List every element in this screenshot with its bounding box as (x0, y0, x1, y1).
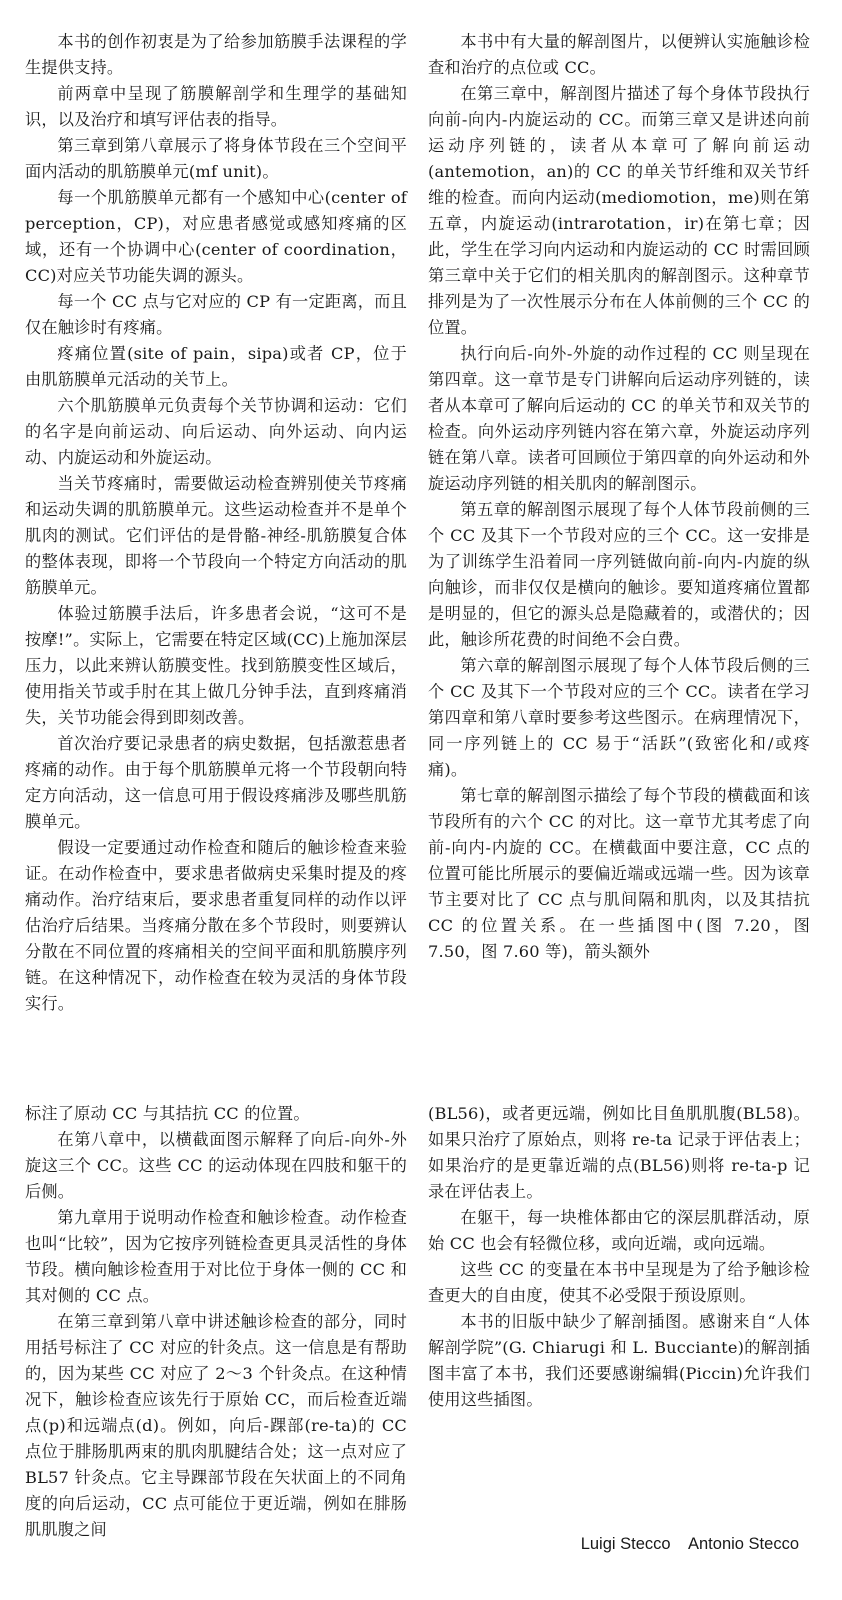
paragraph: 执行向后-向外-外旋的动作过程的 CC 则呈现在第四章。这一章节是专门讲解向后运动序列链的，读者从本章可了解向后运动的 CC 的单关节和双关节的检查。向外运动序列链内容在第六章，外旋运动序列链在第八章。读者可回顾位于第四章的向外运动和外旋运动序列链的相关肌肉的解剖图示。 (428, 344, 810, 493)
paragraph: 首次治疗要记录患者的病史数据，包括激惹患者疼痛的动作。由于每个肌筋膜单元将一个节段朝向特定方向活动，这一信息可用于假设疼痛涉及哪些肌筋膜单元。 (25, 734, 407, 831)
paragraph: 本书中有大量的解剖图片，以便辨认实施触诊检查和治疗的点位或 CC。 (428, 32, 810, 77)
column-bottom-left (25, 1101, 407, 1543)
paragraph: 第九章用于说明动作检查和触诊检查。动作检查也叫“比较”，因为它按序列链检查更具灵活性的身体节段。横向触诊检查用于对比位于身体一侧的 CC 和其对侧的 CC 点。 (25, 1208, 407, 1305)
paragraph: 前两章中呈现了筋膜解剖学和生理学的基础知识，以及治疗和填写评估表的指导。 (25, 84, 407, 129)
paragraph: 这些 CC 的变量在本书中呈现是为了给予触诊检查更大的自由度，使其不必受限于预设原则。 (428, 1260, 810, 1305)
paragraph: 六个肌筋膜单元负责每个关节协调和运动：它们的名字是向前运动、向后运动、向外运动、向内运动、内旋运动和外旋运动。 (25, 396, 407, 467)
paragraph: 第七章的解剖图示描绘了每个节段的横截面和该节段所有的六个 CC 的对比。这一章节尤其考虑了向前-向内-内旋的 CC。在横截面中要注意，CC 点的位置可能比所展示的要偏近端或远端一些。因为该章节主要对比了 CC 点与肌间隔和肌肉，以及其拮抗 CC 的位置关系。在一些插图中(图 7.20，图 7.50，图 7.60 等)，箭头额外 (428, 786, 810, 961)
paragraph: 每一个 CC 点与它对应的 CP 有一定距离，而且仅在触诊时有疼痛。 (25, 292, 407, 337)
column-bottom-right (428, 1101, 810, 1413)
column-top-right (428, 29, 810, 965)
paragraph-continuation: 标注了原动 CC 与其拮抗 CC 的位置。 (25, 1104, 310, 1123)
paragraph: 第三章到第八章展示了将身体节段在三个空间平面内活动的肌筋膜单元(mf unit)。 (25, 136, 407, 181)
column-top-left (25, 29, 407, 1017)
paragraph: 当关节疼痛时，需要做运动检查辨别使关节疼痛和运动失调的肌筋膜单元。这些运动检查并不是单个肌肉的测试。它们评估的是骨骼-神经-肌筋膜复合体的整体表现，即将一个节段向一个特定方向活动的肌筋膜单元。 (25, 474, 407, 597)
author-signature: Luigi Stecco Antonio Stecco (580, 1535, 799, 1553)
paragraph: 在第八章中，以横截面图示解释了向后-向外-外旋这三个 CC。这些 CC 的运动体现在四肢和躯干的后侧。 (25, 1130, 407, 1201)
paragraph: 本书的旧版中缺少了解剖插图。感谢来自“人体解剖学院”(G. Chiarugi 和 L. Bucciante)的解剖插图丰富了本书，我们还要感谢编辑(Piccin)允许我们使用这些插图。 (428, 1312, 810, 1409)
paragraph-continuation: (BL56)，或者更远端，例如比目鱼肌肌腹(BL58)。如果只治疗了原始点，则将 re-ta 记录于评估表上；如果治疗的是更靠近端的点(BL56)则将 re-ta-p 记录在评估表上。 (428, 1104, 810, 1201)
paragraph: 疼痛位置(site of pain，sipa)或者 CP，位于由肌筋膜单元活动的关节上。 (25, 344, 407, 389)
paragraph: 体验过筋膜手法后，许多患者会说，“这可不是按摩!”。实际上，它需要在特定区域(CC)上施加深层压力，以此来辨认筋膜变性。找到筋膜变性区域后，使用指关节或手肘在其上做几分钟手法，直到疼痛消失，关节功能会得到即刻改善。 (25, 604, 407, 727)
paragraph: 第五章的解剖图示展现了每个人体节段前侧的三个 CC 及其下一个节段对应的三个 CC。这一安排是为了训练学生沿着同一序列链做向前-向内-内旋的纵向触诊，而非仅仅是横向的触诊。要知道疼痛位置都是明显的，但它的源头总是隐藏着的，或潜伏的；因此，触诊所花费的时间绝不会白费。 (428, 500, 810, 649)
paragraph: 第六章的解剖图示展现了每个人体节段后侧的三个 CC 及其下一个节段对应的三个 CC。读者在学习第四章和第八章时要参考这些图示。在病理情况下，同一序列链上的 CC 易于“活跃”(致密化和/或疼痛)。 (428, 656, 810, 779)
paragraph: 假设一定要通过动作检查和随后的触诊检查来验证。在动作检查中，要求患者做病史采集时提及的疼痛动作。治疗结束后，要求患者重复同样的动作以评估治疗后结果。当疼痛分散在多个节段时，则要辨认分散在不同位置的疼痛相关的空间平面和肌筋膜序列链。在这种情况下，动作检查在较为灵活的身体节段实行。 (25, 838, 407, 1013)
paragraph: 在第三章到第八章中讲述触诊检查的部分，同时用括号标注了 CC 对应的针灸点。这一信息是有帮助的，因为某些 CC 对应了 2～3 个针灸点。在这种情况下，触诊检查应该先行于原始 CC，而后检查近端点(p)和远端点(d)。例如，向后-踝部(re-ta)的 CC 点位于腓肠肌两束的肌肉肌腱结合处；这一点对应了 BL57 针灸点。它主导踝部节段在矢状面上的不同角度的向后运动，CC 点可能位于更近端，例如在腓肠肌肌腹之间 (25, 1312, 407, 1539)
paragraph: 在躯干，每一块椎体都由它的深层肌群活动，原始 CC 也会有轻微位移，或向近端，或向远端。 (428, 1208, 810, 1253)
paragraph: 每一个肌筋膜单元都有一个感知中心(center of perception，CP)，对应患者感觉或感知疼痛的区域，还有一个协调中心(center of coordination，CC)对应关节功能失调的源头。 (25, 188, 407, 285)
paragraph: 在第三章中，解剖图片描述了每个身体节段执行向前-向内-内旋运动的 CC。而第三章又是讲述向前运动序列链的，读者从本章可了解向前运动(antemotion，an)的 CC 的单关节纤维和双关节纤维的检查。而向内运动(mediomotion，me)则在第五章，内旋运动(intrarotation，ir)在第七章；因此，学生在学习向内运动和内旋运动的 CC 时需回顾第三章中关于它们的相关肌肉的解剖图示。这种章节排列是为了一次性展示分布在人体前侧的三个 CC 的位置。 (428, 84, 810, 337)
paragraph: 本书的创作初衷是为了给参加筋膜手法课程的学生提供支持。 (25, 32, 407, 77)
